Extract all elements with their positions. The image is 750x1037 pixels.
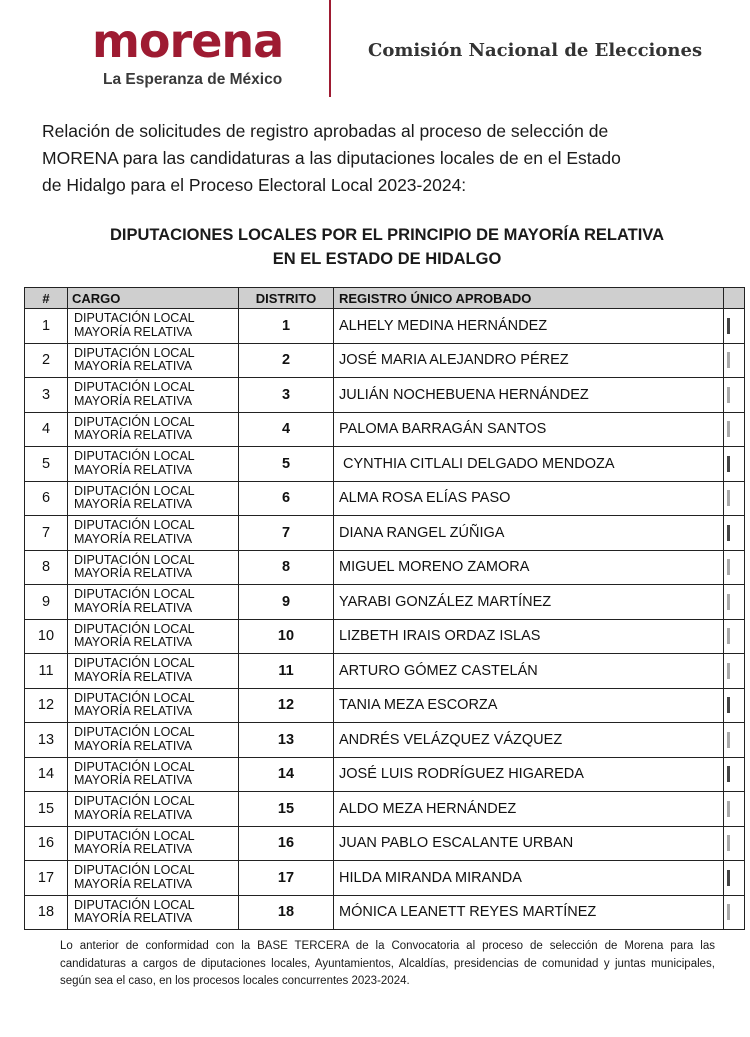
cargo-line: MAYORÍA RELATIVA <box>74 497 193 512</box>
cargo-line: DIPUTACIÓN LOCAL <box>74 552 195 567</box>
header-number: # <box>25 288 68 309</box>
cut-off-mark <box>727 904 730 920</box>
intro-line: Relación de solicitudes de registro aprobadas al proceso de selección de <box>42 121 609 141</box>
table-row <box>25 619 745 654</box>
cargo-line: DIPUTACIÓN LOCAL <box>74 483 195 498</box>
row-cut-off-cell <box>724 757 745 792</box>
cargo-line: DIPUTACIÓN LOCAL <box>74 587 195 602</box>
cargo-line: DIPUTACIÓN LOCAL <box>74 621 195 636</box>
row-registro: JUAN PABLO ESCALANTE URBAN <box>334 826 724 861</box>
table-row <box>25 792 745 827</box>
document-header <box>0 0 750 100</box>
row-distrito: 6 <box>239 481 334 516</box>
row-number: 1 <box>25 309 68 344</box>
cut-off-mark <box>727 663 730 679</box>
row-registro: CYNTHIA CITLALI DELGADO MENDOZA <box>334 447 724 482</box>
cut-off-mark <box>727 835 730 851</box>
row-cut-off-cell <box>724 861 745 896</box>
row-distrito: 4 <box>239 412 334 447</box>
cut-off-mark <box>727 387 730 403</box>
cargo-line: MAYORÍA RELATIVA <box>74 566 193 581</box>
row-cargo <box>68 516 239 551</box>
row-cargo <box>68 619 239 654</box>
cargo-line: MAYORÍA RELATIVA <box>74 876 193 891</box>
header-divider <box>329 0 331 97</box>
row-distrito: 12 <box>239 688 334 723</box>
row-distrito: 5 <box>239 447 334 482</box>
row-number: 5 <box>25 447 68 482</box>
row-cargo <box>68 654 239 689</box>
row-cargo <box>68 826 239 861</box>
table-row <box>25 585 745 620</box>
row-registro: JULIÁN NOCHEBUENA HERNÁNDEZ <box>334 378 724 413</box>
table-row <box>25 481 745 516</box>
cut-off-mark <box>727 318 730 334</box>
row-registro: JOSÉ LUIS RODRÍGUEZ HIGAREDA <box>334 757 724 792</box>
row-registro: ANDRÉS VELÁZQUEZ VÁZQUEZ <box>334 723 724 758</box>
row-distrito: 14 <box>239 757 334 792</box>
cargo-line: MAYORÍA RELATIVA <box>74 600 193 615</box>
cargo-line: DIPUTACIÓN LOCAL <box>74 725 195 740</box>
intro-line: de Hidalgo para el Proceso Electoral Local 2023-2024: <box>42 175 467 195</box>
intro-paragraph <box>42 118 750 199</box>
table-row <box>25 343 745 378</box>
header-cut-off <box>724 288 745 309</box>
table-row <box>25 723 745 758</box>
row-cut-off-cell <box>724 447 745 482</box>
row-number: 16 <box>25 826 68 861</box>
row-cargo <box>68 550 239 585</box>
row-cut-off-cell <box>724 550 745 585</box>
row-cargo <box>68 757 239 792</box>
row-cargo <box>68 447 239 482</box>
cut-off-mark <box>727 732 730 748</box>
row-registro: PALOMA BARRAGÁN SANTOS <box>334 412 724 447</box>
cargo-line: DIPUTACIÓN LOCAL <box>74 345 195 360</box>
row-cargo <box>68 481 239 516</box>
row-cargo <box>68 688 239 723</box>
intro-line: MORENA para las candidaturas a las diputaciones locales de en el Estado <box>42 148 621 168</box>
row-registro: ARTURO GÓMEZ CASTELÁN <box>334 654 724 689</box>
row-number: 11 <box>25 654 68 689</box>
row-cut-off-cell <box>724 654 745 689</box>
row-cut-off-cell <box>724 585 745 620</box>
row-cut-off-cell <box>724 826 745 861</box>
cargo-line: DIPUTACIÓN LOCAL <box>74 690 195 705</box>
cut-off-mark <box>727 594 730 610</box>
row-registro: HILDA MIRANDA MIRANDA <box>334 861 724 896</box>
table-row <box>25 378 745 413</box>
row-number: 10 <box>25 619 68 654</box>
row-cut-off-cell <box>724 688 745 723</box>
row-cut-off-cell <box>724 343 745 378</box>
table-row <box>25 757 745 792</box>
row-cargo <box>68 585 239 620</box>
row-number: 17 <box>25 861 68 896</box>
cargo-line: MAYORÍA RELATIVA <box>74 911 193 926</box>
row-number: 8 <box>25 550 68 585</box>
row-number: 18 <box>25 895 68 930</box>
cargo-line: MAYORÍA RELATIVA <box>74 704 193 719</box>
cargo-line: MAYORÍA RELATIVA <box>74 359 193 374</box>
row-distrito: 18 <box>239 895 334 930</box>
row-cargo <box>68 723 239 758</box>
row-distrito: 15 <box>239 792 334 827</box>
row-cargo <box>68 792 239 827</box>
row-number: 2 <box>25 343 68 378</box>
header-registro: REGISTRO ÚNICO APROBADO <box>334 288 724 309</box>
table-header-row <box>25 288 745 309</box>
row-cut-off-cell <box>724 412 745 447</box>
row-number: 7 <box>25 516 68 551</box>
cut-off-mark <box>727 490 730 506</box>
cut-off-mark <box>727 421 730 437</box>
row-number: 6 <box>25 481 68 516</box>
row-distrito: 8 <box>239 550 334 585</box>
cargo-line: MAYORÍA RELATIVA <box>74 462 193 477</box>
cargo-line: MAYORÍA RELATIVA <box>74 531 193 546</box>
row-distrito: 11 <box>239 654 334 689</box>
cut-off-mark <box>727 766 730 782</box>
row-number: 9 <box>25 585 68 620</box>
cut-off-mark <box>727 559 730 575</box>
row-cut-off-cell <box>724 895 745 930</box>
row-number: 3 <box>25 378 68 413</box>
cargo-line: DIPUTACIÓN LOCAL <box>74 828 195 843</box>
cargo-line: MAYORÍA RELATIVA <box>74 635 193 650</box>
row-registro: ALMA ROSA ELÍAS PASO <box>334 481 724 516</box>
cut-off-mark <box>727 628 730 644</box>
row-cut-off-cell <box>724 723 745 758</box>
cargo-line: DIPUTACIÓN LOCAL <box>74 759 195 774</box>
cargo-line: DIPUTACIÓN LOCAL <box>74 380 195 395</box>
row-cut-off-cell <box>724 481 745 516</box>
row-cargo <box>68 309 239 344</box>
row-number: 4 <box>25 412 68 447</box>
row-cut-off-cell <box>724 619 745 654</box>
table-body <box>25 309 745 930</box>
row-cargo <box>68 412 239 447</box>
cargo-line: MAYORÍA RELATIVA <box>74 393 193 408</box>
section-title: DIPUTACIONES LOCALES POR EL PRINCIPIO DE MAYORÍA RELATIVA <box>109 226 665 244</box>
row-distrito: 3 <box>239 378 334 413</box>
row-registro: YARABI GONZÁLEZ MARTÍNEZ <box>334 585 724 620</box>
commission-name: Comisión Nacional de Elecciones <box>368 40 703 61</box>
cargo-line: MAYORÍA RELATIVA <box>74 807 193 822</box>
row-distrito: 16 <box>239 826 334 861</box>
cut-off-mark <box>727 352 730 368</box>
row-registro: ALDO MEZA HERNÁNDEZ <box>334 792 724 827</box>
logo-tagline: La Esperanza de México <box>103 71 283 88</box>
row-number: 12 <box>25 688 68 723</box>
table-row <box>25 826 745 861</box>
table-row <box>25 447 745 482</box>
cargo-line: MAYORÍA RELATIVA <box>74 842 193 857</box>
row-registro: MÓNICA LEANETT REYES MARTÍNEZ <box>334 895 724 930</box>
row-registro: JOSÉ MARIA ALEJANDRO PÉREZ <box>334 343 724 378</box>
row-cut-off-cell <box>724 792 745 827</box>
candidates-table <box>24 287 745 930</box>
row-distrito: 10 <box>239 619 334 654</box>
row-cut-off-cell <box>724 309 745 344</box>
row-registro: LIZBETH IRAIS ORDAZ ISLAS <box>334 619 724 654</box>
cargo-line: MAYORÍA RELATIVA <box>74 324 193 339</box>
header-cargo: CARGO <box>68 288 239 309</box>
row-registro: MIGUEL MORENO ZAMORA <box>334 550 724 585</box>
row-number: 15 <box>25 792 68 827</box>
row-distrito: 13 <box>239 723 334 758</box>
section-subtitle: EN EL ESTADO DE HIDALGO <box>272 250 502 268</box>
table-row <box>25 550 745 585</box>
table-row <box>25 516 745 551</box>
row-cargo <box>68 378 239 413</box>
cargo-line: DIPUTACIÓN LOCAL <box>74 518 195 533</box>
row-registro: ALHELY MEDINA HERNÁNDEZ <box>334 309 724 344</box>
cargo-line: DIPUTACIÓN LOCAL <box>74 414 195 429</box>
cargo-line: MAYORÍA RELATIVA <box>74 669 193 684</box>
row-number: 14 <box>25 757 68 792</box>
cut-off-mark <box>727 801 730 817</box>
cut-off-mark <box>727 456 730 472</box>
cargo-line: MAYORÍA RELATIVA <box>74 428 193 443</box>
row-number: 13 <box>25 723 68 758</box>
row-cargo <box>68 861 239 896</box>
table-row <box>25 309 745 344</box>
cargo-line: MAYORÍA RELATIVA <box>74 738 193 753</box>
morena-logo: morena <box>92 14 284 68</box>
cargo-line: DIPUTACIÓN LOCAL <box>74 311 195 326</box>
cargo-line: MAYORÍA RELATIVA <box>74 773 193 788</box>
table-row <box>25 654 745 689</box>
row-registro: DIANA RANGEL ZÚÑIGA <box>334 516 724 551</box>
row-registro: TANIA MEZA ESCORZA <box>334 688 724 723</box>
table-row <box>25 688 745 723</box>
row-distrito: 2 <box>239 343 334 378</box>
row-distrito: 7 <box>239 516 334 551</box>
table-row <box>25 861 745 896</box>
cargo-line: DIPUTACIÓN LOCAL <box>74 897 195 912</box>
cargo-line: DIPUTACIÓN LOCAL <box>74 794 195 809</box>
row-distrito: 1 <box>239 309 334 344</box>
footer-note: Lo anterior de conformidad con la BASE TERCERA de la Convocatoria al proceso de selección de Morena para las candidaturas a cargos de diputaciones locales, Ayuntamientos, Alcaldías, presidencias de comunidad y juntas municipales, según sea el caso, en los procesos locales concurrentes 2023-2024. <box>60 940 715 987</box>
row-cut-off-cell <box>724 378 745 413</box>
row-distrito: 17 <box>239 861 334 896</box>
row-cargo <box>68 343 239 378</box>
cargo-line: DIPUTACIÓN LOCAL <box>74 863 195 878</box>
row-cargo <box>68 895 239 930</box>
header-distrito: DISTRITO <box>239 288 334 309</box>
cut-off-mark <box>727 697 730 713</box>
row-cut-off-cell <box>724 516 745 551</box>
cut-off-mark <box>727 525 730 541</box>
row-distrito: 9 <box>239 585 334 620</box>
table-row <box>25 412 745 447</box>
cut-off-mark <box>727 870 730 886</box>
cargo-line: DIPUTACIÓN LOCAL <box>74 449 195 464</box>
table-row <box>25 895 745 930</box>
cargo-line: DIPUTACIÓN LOCAL <box>74 656 195 671</box>
